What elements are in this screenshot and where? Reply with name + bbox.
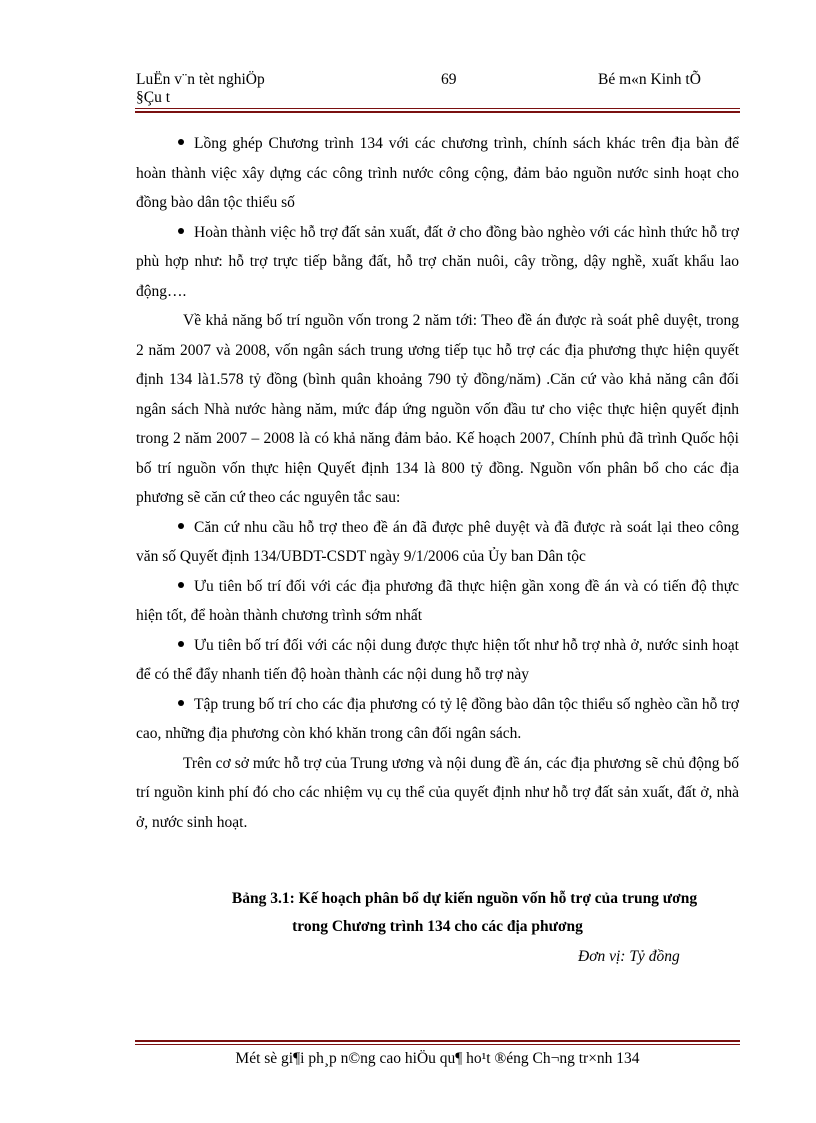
paragraph-text: Ưu tiên bố trí đối với các địa phương đã thực hiện gần xong đề án và có tiến độ thực hiện tốt, để hoàn thành chương trình sớm nhất <box>136 577 739 624</box>
footer-text: Mét sè gi¶i ph¸p n©ng cao hiÖu qu¶ ho¹t ®éng Ch¬ng tr×nh 134 <box>235 1050 640 1067</box>
table-caption-line1: Bảng 3.1: Kế hoạch phân bổ dự kiến nguồn vốn hỗ trợ của trung ương <box>231 890 698 907</box>
paragraph <box>136 218 739 307</box>
header-thesis-label: LuËn v¨n tèt nghiÖp <box>136 71 265 88</box>
header-major-label: §Çu t <box>136 89 171 106</box>
bullet-icon <box>178 582 184 588</box>
bullet-icon <box>178 700 184 706</box>
paragraph <box>136 306 739 513</box>
paragraph <box>136 690 739 749</box>
table-caption-line2: trong Chương trình 134 cho các địa phương <box>292 918 583 935</box>
header-rule <box>135 108 740 113</box>
bullet-icon <box>178 523 184 529</box>
paragraph-text: Ưu tiên bố trí đối với các nội dung được thực hiện tốt như hỗ trợ nhà ở, nước sinh hoạt để có thể đẩy nhanh tiến độ hoàn thành các nội dung hỗ trợ này <box>136 636 739 683</box>
paragraph-text: Hoàn thành việc hỗ trợ đất sản xuất, đất ở cho đồng bào nghèo với các hình thức hỗ trợ phù hợp như: hỗ trợ trực tiếp bằng đất, hỗ trợ chăn nuôi, cây trồng, dậy nghề, xuất khẩu lao động…. <box>136 223 739 300</box>
paragraph-text: Căn cứ nhu cầu hỗ trợ theo đề án đã được phê duyệt và đã được rà soát lại theo công văn số Quyết định 134/UBDT-CSDT ngày 9/1/2006 của Ủy ban Dân tộc <box>136 518 739 565</box>
bullet-icon <box>178 228 184 234</box>
paragraph <box>136 129 739 218</box>
paragraph <box>136 631 739 690</box>
paragraph <box>136 749 739 838</box>
paragraph-text: Về khả năng bố trí nguồn vốn trong 2 năm tới: Theo đề án được rà soát phê duyệt, trong 2 năm 2007 và 2008, vốn ngân sách trung ương tiếp tục hỗ trợ các địa phương thực hiện quyết định 134 là1.578 tỷ đồng (bình quân khoảng 790 tỷ đồng/năm) .Căn cứ vào khả năng cân đối ngân sách Nhà nước hàng năm, mức đáp ứng nguồn vốn đầu tư cho việc thực hiện quyết định trong 2 năm 2007 – 2008 là có khả năng đảm bảo. Kế hoạch 2007, Chính phủ đã trình Quốc hội bố trí nguồn vốn thực hiện Quyết định 134 là 800 tỷ đồng. Nguồn vốn phân bổ cho các địa phương sẽ căn cứ theo các nguyên tắc sau: <box>136 312 739 506</box>
page-number: 69 <box>441 71 457 88</box>
bullet-icon <box>178 139 184 145</box>
header-department-label: Bé m«n Kinh tÕ <box>598 71 701 88</box>
paragraph <box>136 572 739 631</box>
paragraph-text: Tập trung bố trí cho các địa phương có tỷ lệ đồng bào dân tộc thiểu số nghèo cần hỗ trợ cao, những địa phương còn khó khăn trong cân đối ngân sách. <box>136 695 739 742</box>
paragraph-text: Lồng ghép Chương trình 134 với các chương trình, chính sách khác trên địa bàn để hoàn thành việc xây dựng các công trình nước công cộng, đảm bảo nguồn nước sinh hoạt cho đồng bào dân tộc thiểu số <box>136 135 739 211</box>
table-unit: Đơn vị: Tỷ đồng <box>578 948 680 965</box>
body-text <box>136 129 739 837</box>
paragraph-text: Trên cơ sở mức hỗ trợ của Trung ương và nội dung đề án, các địa phương sẽ chủ động bố trí nguồn kinh phí đó cho các nhiệm vụ cụ thể của quyết định như hỗ trợ đất sản xuất, đất ở, nhà ở, nước sinh hoạt. <box>136 754 739 831</box>
footer-rule <box>135 1040 740 1045</box>
bullet-icon <box>178 641 184 647</box>
paragraph <box>136 513 739 572</box>
